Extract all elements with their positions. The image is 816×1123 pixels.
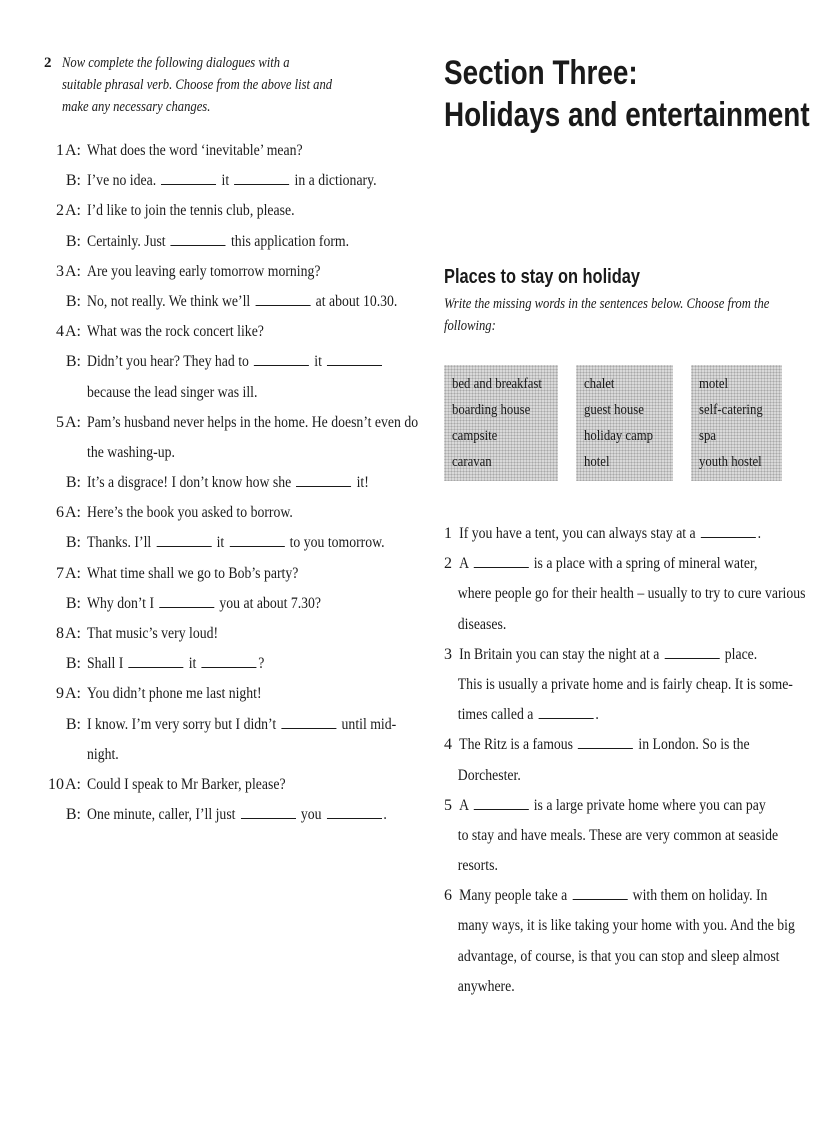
speaker-b-label: B: xyxy=(65,806,81,824)
sentence-line xyxy=(444,791,776,821)
sentence-text: to stay and have meals. These are very common at seaside xyxy=(457,826,779,844)
word-option: spa xyxy=(699,428,717,444)
task-instruction: Now complete the following dialogues with a suitable phrasal verb. Choose from the above list and make any necessary changes. xyxy=(62,55,333,115)
left-column xyxy=(44,52,419,830)
right-column xyxy=(444,52,810,1002)
answer-blank[interactable] xyxy=(255,293,310,306)
sentence-text: anywhere. xyxy=(457,977,515,995)
speaker-a-label: A: xyxy=(65,262,81,280)
speaker-a-label: A: xyxy=(65,413,81,431)
dialogue-text: Thanks. I’ll it to you tomorrow. xyxy=(87,534,385,552)
speaker-a-label: A: xyxy=(65,202,81,220)
speaker-a-label: A: xyxy=(65,323,81,341)
dialogue-line-a xyxy=(44,317,384,347)
sentence-number: 4 xyxy=(444,736,452,754)
sentence-line xyxy=(444,519,776,549)
dialogue-number-spacer xyxy=(44,227,64,257)
answer-blank[interactable] xyxy=(665,646,720,659)
sentence-line-cont xyxy=(444,911,795,941)
dialogue-text: What time shall we go to Bob’s party? xyxy=(87,564,299,582)
sentence-line xyxy=(444,640,776,670)
dialogue-text: No, not really. We think we’ll at about 10.30. xyxy=(87,292,398,310)
answer-blank[interactable] xyxy=(229,534,284,547)
answer-blank[interactable] xyxy=(578,736,633,749)
word-option: caravan xyxy=(452,454,492,470)
dialogue-line-cont xyxy=(44,378,384,408)
dialogue-text: Are you leaving early tomorrow morning? xyxy=(87,262,321,280)
sentence-number: 5 xyxy=(444,796,452,814)
speaker-b-label: B: xyxy=(65,534,81,552)
dialogue-text: One minute, caller, I’ll just you . xyxy=(87,806,387,824)
dialogue-text: It’s a disgrace! I don’t know how she it! xyxy=(87,474,369,492)
dialogue-number: 6 xyxy=(56,504,64,522)
answer-blank[interactable] xyxy=(171,233,226,246)
dialogue-number: 2 xyxy=(56,202,64,220)
sentence-text: In Britain you can stay the night at a place. xyxy=(459,645,758,663)
speaker-a-label: A: xyxy=(65,685,81,703)
dialogue-number: 9 xyxy=(56,685,64,703)
places-heading: Places to stay on holiday xyxy=(444,266,640,288)
sentence-text: many ways, it is like taking your home with you. And the big xyxy=(457,917,795,935)
dialogue-line-a xyxy=(44,679,384,709)
answer-blank[interactable] xyxy=(159,595,214,608)
section-subtitle: Holidays and entertainment xyxy=(444,96,810,134)
word-option: self-catering xyxy=(699,402,763,418)
dialogue-line-a xyxy=(44,770,384,800)
sentence-text: A is a large private home where you can pay xyxy=(459,796,766,814)
dialogue-line-b xyxy=(44,649,384,679)
sentence-line-cont xyxy=(444,700,776,730)
speaker-a-label: A: xyxy=(65,564,81,582)
dialogue-text: That music’s very loud! xyxy=(87,625,219,642)
dialogue-line-b xyxy=(44,589,384,619)
sentence-text: A is a place with a spring of mineral water, xyxy=(459,555,758,573)
speaker-a-label: A: xyxy=(65,142,81,159)
answer-blank[interactable] xyxy=(327,806,382,819)
answer-blank[interactable] xyxy=(128,655,183,668)
speaker-b-label: B: xyxy=(65,232,81,250)
speaker-b-label: B: xyxy=(65,594,81,612)
word-option: youth hostel xyxy=(699,454,762,470)
word-option: bed and breakfast xyxy=(452,376,542,392)
dialogue-number: 3 xyxy=(56,262,64,280)
dialogue-line-a xyxy=(44,257,384,287)
sentence-line-cont xyxy=(444,670,793,700)
dialogue-number-spacer xyxy=(44,347,64,377)
sentence-number: 2 xyxy=(444,555,452,573)
sentence-text: The Ritz is a famous in London. So is the xyxy=(459,736,750,754)
sentence-number: 3 xyxy=(444,645,452,663)
dialogue-line-a xyxy=(44,408,419,438)
sentence-line xyxy=(444,549,776,579)
dialogue-line-a xyxy=(44,498,384,528)
sentence-line-cont xyxy=(444,821,779,851)
sentence-line-cont xyxy=(444,610,776,640)
answer-blank[interactable] xyxy=(234,172,289,185)
dialogue-line-a xyxy=(44,559,384,589)
sentence-text: where people go for their health – usually to try to cure various xyxy=(457,585,806,603)
word-option: hotel xyxy=(584,454,610,470)
word-box-group xyxy=(444,365,776,481)
task-number: 2 xyxy=(44,55,52,71)
answer-blank[interactable] xyxy=(241,806,296,819)
speaker-a-label: A: xyxy=(65,775,81,793)
sentence-text: If you have a tent, you can always stay at a . xyxy=(459,525,762,542)
dialogue-text: I’d like to join the tennis club, please. xyxy=(87,202,295,220)
sentence-line-cont xyxy=(444,851,776,881)
sentence-line-cont xyxy=(444,579,806,609)
speaker-b-label: B: xyxy=(65,715,81,733)
answer-blank[interactable] xyxy=(701,525,756,538)
sentence-text: resorts. xyxy=(457,857,498,875)
word-box xyxy=(576,365,673,481)
sentence-text: advantage, of course, is that you can stop and sleep almost xyxy=(457,947,780,965)
dialogue-number: 4 xyxy=(56,323,64,341)
word-box xyxy=(691,365,782,481)
answer-blank[interactable] xyxy=(156,534,211,547)
word-option: boarding house xyxy=(452,402,531,418)
dialogue-line-cont xyxy=(44,438,384,468)
dialogue-line-b xyxy=(44,347,384,377)
speaker-b-label: B: xyxy=(65,172,81,190)
sentence-text: Dorchester. xyxy=(457,766,521,784)
sentence-text: Many people take a with them on holiday. In xyxy=(459,887,768,905)
answer-blank[interactable] xyxy=(327,353,382,366)
dialogue-number-spacer xyxy=(44,800,64,830)
dialogue-line-b xyxy=(44,227,384,257)
dialogue-number-spacer xyxy=(44,589,64,619)
sentence-line-cont xyxy=(444,761,776,791)
answer-blank[interactable] xyxy=(296,474,351,487)
word-option: guest house xyxy=(584,402,644,418)
dialogue-number-spacer xyxy=(44,166,64,196)
dialogue-line-a xyxy=(44,619,384,649)
speaker-b-label: B: xyxy=(65,474,81,492)
dialogue-text: What does the word ‘inevitable’ mean? xyxy=(87,142,303,159)
dialogue-text: I know. I’m very sorry but I didn’t until mid- xyxy=(87,715,397,733)
answer-blank[interactable] xyxy=(281,716,336,729)
answer-blank[interactable] xyxy=(473,555,528,568)
dialogue-number-spacer xyxy=(44,528,64,558)
word-option: holiday camp xyxy=(584,428,654,444)
dialogue-text: night. xyxy=(87,745,119,763)
dialogue-number-spacer xyxy=(44,287,64,317)
speaker-b-label: B: xyxy=(65,353,81,371)
dialogue-text: the washing-up. xyxy=(87,443,175,461)
dialogue-line-b xyxy=(44,468,384,498)
answer-blank[interactable] xyxy=(473,797,528,810)
answer-blank[interactable] xyxy=(201,655,256,668)
dialogue-text: Shall I it ? xyxy=(87,655,265,673)
dialogue-number-spacer xyxy=(44,649,64,679)
sentence-text: times called a . xyxy=(457,706,599,724)
sentence-line-cont xyxy=(444,972,776,1002)
word-option: motel xyxy=(699,376,729,392)
dialogue-line-a xyxy=(44,196,384,226)
sentence-text: diseases. xyxy=(457,615,507,633)
word-box xyxy=(444,365,558,481)
speaker-a-label: A: xyxy=(65,625,81,642)
answer-blank[interactable] xyxy=(161,172,216,185)
dialogue-number: 8 xyxy=(56,625,64,642)
dialogue-line-a xyxy=(44,136,384,166)
dialogue-text: Why don’t I you at about 7.30? xyxy=(87,594,322,612)
speaker-a-label: A: xyxy=(65,504,81,522)
dialogue-number-spacer xyxy=(44,468,64,498)
dialogue-text: What was the rock concert like? xyxy=(87,323,264,341)
task-heading xyxy=(44,52,384,118)
dialogue-line-b xyxy=(44,528,384,558)
word-option: chalet xyxy=(584,376,615,392)
dialogue-text: You didn’t phone me last night! xyxy=(87,685,262,703)
answer-blank[interactable] xyxy=(254,353,309,366)
sentence-list xyxy=(444,519,806,1002)
dialogue-number: 10 xyxy=(48,775,64,793)
dialogue-number-spacer xyxy=(44,710,64,740)
dialogue-list xyxy=(44,136,419,830)
places-instruction: Write the missing words in the sentences below. Choose from the following: xyxy=(444,296,770,334)
speaker-b-label: B: xyxy=(65,292,81,310)
dialogue-line-b xyxy=(44,287,398,317)
dialogue-line-cont xyxy=(44,740,384,770)
dialogue-number: 7 xyxy=(56,564,64,582)
dialogue-text: Here’s the book you asked to borrow. xyxy=(87,504,293,522)
dialogue-line-b xyxy=(44,166,384,196)
dialogue-text: Didn’t you hear? They had to it xyxy=(81,347,384,377)
speaker-b-label: B: xyxy=(65,655,81,673)
dialogue-text: because the lead singer was ill. xyxy=(87,383,258,401)
dialogue-text: Could I speak to Mr Barker, please? xyxy=(87,775,286,793)
sentence-number: 6 xyxy=(444,887,452,905)
sentence-line xyxy=(444,881,776,911)
dialogue-text: I’ve no idea. it in a dictionary. xyxy=(87,172,377,190)
sentence-line xyxy=(444,730,776,760)
dialogue-number: 1 xyxy=(56,142,64,159)
sentence-text: This is usually a private home and is fairly cheap. It is some- xyxy=(457,675,793,693)
sentence-line-cont xyxy=(444,942,780,972)
dialogue-line-b xyxy=(44,710,397,740)
answer-blank[interactable] xyxy=(572,887,627,900)
dialogue-text: Certainly. Just this application form. xyxy=(87,232,350,250)
answer-blank[interactable] xyxy=(539,706,594,719)
dialogue-text: Pam’s husband never helps in the home. He doesn’t even do xyxy=(87,413,419,431)
sentence-number: 1 xyxy=(444,525,452,542)
word-option: campsite xyxy=(452,428,498,444)
dialogue-line-b xyxy=(44,800,387,830)
dialogue-number: 5 xyxy=(56,413,64,431)
section-title: Section Three: xyxy=(444,54,638,92)
